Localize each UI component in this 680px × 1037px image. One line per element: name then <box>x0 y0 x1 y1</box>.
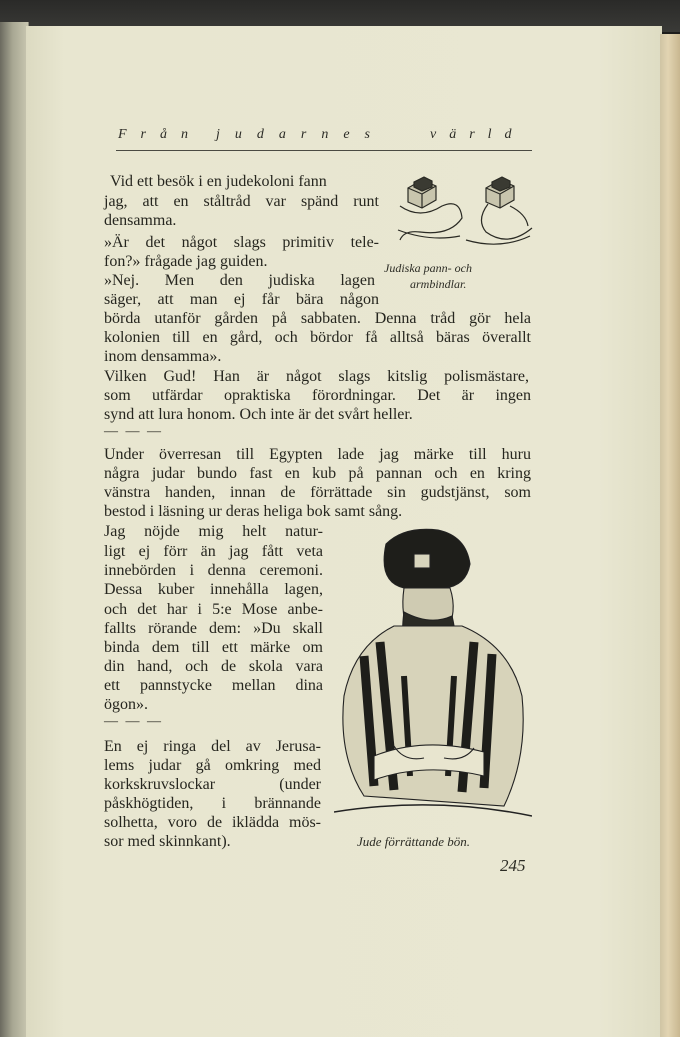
page-number: 245 <box>500 856 526 875</box>
text-line: din hand, och de skola vara <box>104 658 323 675</box>
text-line: synd att lura honom. Och inte är det svårt heller. <box>104 406 413 423</box>
text-line: bestod i läsning ur deras heliga bok samt sång. <box>104 503 403 520</box>
header-word-3: värld <box>430 127 525 142</box>
caption-top-line-1: Judiska pann- och <box>384 261 472 275</box>
running-header <box>118 127 533 147</box>
phylacteries-illustration <box>390 170 536 252</box>
text-line: korkskruvslockar (under <box>104 776 321 793</box>
section-separator: — — — <box>104 714 163 729</box>
text-line: säger, att man ej får bära någon <box>104 291 379 308</box>
text-line: En ej ringa del av Jerusa- <box>104 738 321 755</box>
text-line: solhetta, voro de iklädda mös- <box>104 814 321 831</box>
text-line: Jag nöjde mig helt natur- <box>104 523 323 540</box>
section-separator: — — — <box>104 424 163 439</box>
page-edge <box>660 34 680 1037</box>
text-line: Vid ett besök i en judekoloni fann <box>110 173 327 190</box>
book-spine <box>0 22 29 1037</box>
text-line: ögon». <box>104 696 148 713</box>
text-line: binda dem till ett märke om <box>104 639 323 656</box>
text-line: Dessa kuber innehålla lagen, <box>104 581 323 598</box>
text-line: inom densamma». <box>104 348 222 365</box>
text-line: börda utanför gården på sabbaten. Denna tråd gör hela <box>104 310 531 327</box>
text-line: vänstra handen, innan de förrättade sin gudstjänst, som <box>104 484 531 501</box>
text-line: jag, att en ståltråd var spänd runt <box>104 193 379 210</box>
text-line: sor med skinnkant). <box>104 833 231 850</box>
text-line: innebörden i denna ceremoni. <box>104 562 323 579</box>
text-line: »Nej. Men den judiska lagen <box>104 272 375 289</box>
header-word-2: judarnes <box>216 127 385 142</box>
caption-bottom: Jude förrättande bön. <box>357 834 471 849</box>
text-line: fallts rörande dem: »Du skall <box>104 620 323 637</box>
text-line: som utfärdar opraktiska förordningar. Det är ingen <box>104 387 531 404</box>
text-line: »Är det något slags primitiv tele- <box>104 234 379 251</box>
text-line: kolonien till en gård, och bördor få alltså bäras överallt <box>104 329 531 346</box>
header-word-1: Från <box>118 127 202 142</box>
praying-man-illustration <box>334 526 532 820</box>
text-line: fon?» frågade jag guiden. <box>104 253 268 270</box>
text-line: och det har i 5:e Mose anbe- <box>104 601 323 618</box>
text-line: påskhögtiden, i brännande <box>104 795 321 812</box>
text-line: Under överresan till Egypten lade jag märke till huru <box>104 446 531 463</box>
text-line: några judar bundo fast en kub på pannan och en kring <box>104 465 531 482</box>
text-line: lems judar gå omkring med <box>104 757 321 774</box>
caption-top-line-2: armbindlar. <box>410 277 467 291</box>
text-line: ett pannstycke mellan dina <box>104 677 323 694</box>
text-line: Vilken Gud! Han är något slags kitslig polismästare, <box>104 368 529 385</box>
text-line: densamma. <box>104 212 177 229</box>
text-line: ligt ej förr än jag fått veta <box>104 543 323 560</box>
header-rule <box>116 150 532 151</box>
